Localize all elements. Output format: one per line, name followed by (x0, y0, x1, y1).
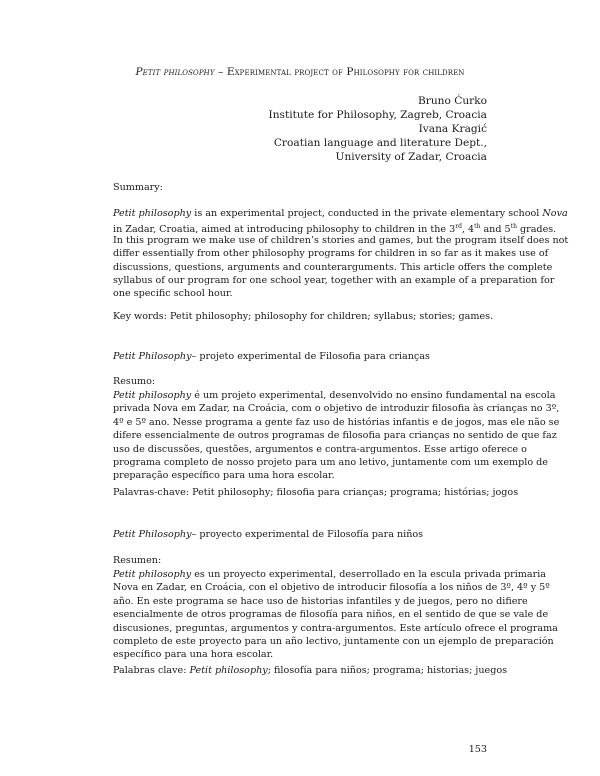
text: específico para una hora escolar. (113, 649, 274, 661)
italic-text: Petit philosophy (113, 569, 192, 580)
text: , 4 (461, 224, 475, 236)
author-affiliation: University of Zadar, Croacia (335, 151, 487, 163)
text: one specific school hour. (113, 288, 233, 300)
title-italic: Petit Philosophy (113, 529, 192, 540)
italic-text: Petit philosophy (113, 208, 192, 219)
text: difere essencialmente de outros programas de filosofia para crianças no sentido de que faz (113, 430, 557, 442)
text-line (113, 274, 555, 287)
summary-paragraph (113, 207, 569, 301)
text: In this program we make use of children’s stories and games, but the program itself does not (113, 234, 569, 246)
text: differ essentially from other philosophy programs for children in so far as it makes use of (113, 248, 549, 260)
title-italic: Petit Philosophy (113, 351, 192, 362)
text-line (113, 635, 554, 648)
keywords-english: Key words: Petit philosophy; philosophy for children; syllabus; stories; games. (113, 311, 494, 322)
keywords-portuguese: Palavras-chave: Petit philosophy; filosofia para crianças; programa; histórias; jogos (113, 487, 519, 498)
summary-heading: Summary: (113, 182, 163, 193)
text-line (113, 261, 553, 274)
superscript: th (474, 223, 481, 231)
page-number: 153 (468, 744, 487, 755)
superscript: th (510, 223, 517, 231)
spanish-title (113, 529, 423, 540)
author-name: Ivana Kragić (418, 123, 487, 135)
author-affiliation: Institute for Philosophy, Zagreb, Croacia (268, 109, 487, 121)
text: 4º e 5º ano. Nesse programa a gente faz uso de histórias infantis e de jogos, mas ele não se (113, 416, 560, 428)
text: año. En este programa se hace uso de historias infantiles y de juegos, pero no difiere (113, 595, 528, 607)
keywords-rest: ; filosofía para niños; programa; historias; juegos (267, 665, 508, 676)
keywords-label: Palabras clave: (113, 665, 190, 676)
title-italic: Petit philosophy (135, 66, 215, 78)
text-line (113, 287, 487, 300)
text-line (113, 402, 560, 415)
title-rest: – proyecto experimental de Filosofía para niños (191, 529, 424, 540)
text: programa completo de nosso projeto para um ano letivo, juntamente com um exemplo de (113, 456, 548, 468)
text: is an experimental project, conducted in the private elementary school (191, 208, 543, 219)
text-line (113, 416, 560, 429)
text: in Zadar, Croatia, aimed at introducing philosophy to children in the 3 (113, 224, 456, 236)
text-line (113, 622, 558, 635)
title-rest: – projeto experimental de Filosofia para crianças (191, 351, 430, 362)
text: uso de discussões, questões, argumentos e contra-argumentos. Esse artigo oferece o (113, 443, 527, 455)
text: privada Nova em Zadar, na Croácia, com o objetivo de introduzir filosofia às crianças no 3º, (113, 403, 560, 415)
text-line (113, 456, 548, 469)
text-line (113, 581, 550, 594)
text-line (113, 608, 549, 621)
text-line (113, 443, 527, 456)
text-line (113, 568, 546, 581)
text: syllabus of our program for one school year, together with an example of a preparation for (113, 274, 555, 286)
text: completo de este proyecto para un año lectivo, juntamente con un ejemplo de preparación (113, 635, 554, 647)
text-line (113, 595, 528, 608)
text: é um projeto experimental, desenvolvido no ensino fundamental na escola (191, 390, 556, 401)
text-line (113, 648, 487, 661)
text-line (113, 429, 557, 442)
superscript: rd (455, 223, 462, 231)
text-line (113, 207, 568, 220)
author-affiliation: Croatian language and literature Dept., (273, 137, 487, 149)
author-block (269, 94, 487, 164)
text: esencialmente de otros programas de filosofía para niños, en el sentido de que se vale de (113, 609, 549, 621)
text: discusiones, preguntas, argumentos y contra-argumentos. Este artículo ofrece el programa (113, 622, 558, 634)
italic-text: Petit philosophy (113, 390, 192, 401)
italic-text: Nova (542, 208, 568, 219)
text: discussions, questions, arguments and counterarguments. This article offers the complete (113, 261, 553, 273)
text: and 5 (480, 224, 511, 236)
article-title (0, 66, 600, 78)
title-rest: – Experimental project of Philosophy for children (214, 66, 465, 78)
resumo-heading: Resumo: (113, 376, 156, 387)
text-line (113, 389, 556, 402)
text-line (113, 220, 557, 236)
resumen-heading: Resumen: (113, 555, 162, 566)
keywords-italic: Petit philosophy (189, 665, 268, 676)
text-line (113, 469, 487, 482)
author-name: Bruno Ćurko (417, 95, 487, 107)
text: Nova en Zadar, en Croácia, con el objetivo de introducir filosofía a los niños de 3º, 4º y 5º (113, 582, 550, 594)
text: grades. (516, 224, 557, 236)
text: es un proyecto experimental, deserrollado en la escula privada primaria (191, 569, 546, 580)
resumo-paragraph (113, 389, 560, 483)
text-line (113, 247, 549, 260)
portuguese-title (113, 351, 430, 362)
text: preparação específico para uma hora escolar. (113, 470, 335, 482)
keywords-spanish (113, 665, 507, 676)
text-line (113, 234, 569, 247)
resumen-paragraph (113, 568, 558, 662)
